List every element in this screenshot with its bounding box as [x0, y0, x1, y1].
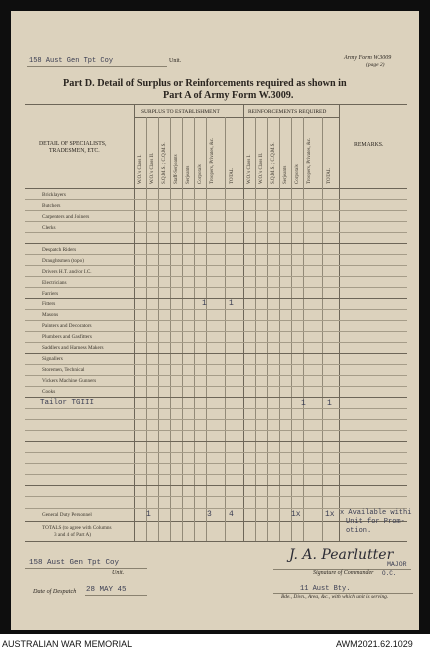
gd-reinf-total: 1x: [325, 510, 335, 519]
gd-surplus-total: 4: [229, 510, 234, 519]
footer-institution: AUSTRALIAN WAR MEMORIAL: [2, 639, 133, 649]
row-clerks: Clerks: [42, 225, 56, 231]
row-drivers: Drivers H.T. and/or I.C.: [42, 269, 92, 275]
col-staff-serjeants: Staff-Serjeants: [174, 154, 179, 184]
col-wo1-reinf: W.O.'s Class I.: [247, 154, 252, 184]
col-wo2-surplus: W.O.'s Class II.: [150, 152, 155, 184]
gd-reinf-value: 1x: [291, 510, 301, 519]
detail-header-1: DETAIL OF SPECIALISTS,: [39, 141, 107, 147]
remarks-line2: Unit for Prom-: [346, 518, 405, 526]
row-signallers: Signallers: [42, 356, 63, 362]
rank-abbrev: O.C.: [382, 570, 397, 577]
row-cooks: Cooks: [42, 389, 56, 395]
row-tailor: Tailor TGIII: [40, 399, 95, 407]
fitters-corporal-value: 1: [202, 299, 207, 308]
form-page: (page 2): [366, 62, 385, 68]
bottom-unit-label: Unit.: [112, 570, 125, 576]
signature-image: J. A. Pearlutter: [289, 547, 394, 563]
col-sqms-surplus: S.Q.M.S. ; C.Q.M.S.: [162, 142, 167, 184]
archive-footer: [0, 634, 430, 653]
col-corporals-surplus: Corporals: [198, 164, 203, 184]
unit-label: Unit.: [169, 58, 182, 64]
brigade-typed: 11 Aust Bty.: [300, 585, 351, 593]
remarks-line1: x Available withi: [340, 509, 412, 517]
unit-typed: 158 Aust Gen Tpt Coy: [29, 57, 114, 65]
row-general-duty: General Duty Personnel: [42, 512, 92, 518]
row-bricklayers: Bricklayers: [42, 192, 66, 198]
reinforcements-header: REINFORCEMENTS REQUIRED: [248, 109, 327, 115]
col-total-reinf: TOTAL: [327, 168, 332, 184]
row-vickers: Vickers Machine Gunners: [42, 378, 97, 384]
detail-header-2: TRADESMEN, ETC.: [49, 148, 100, 154]
form-title-line2: Part A of Army Form W.3009.: [163, 90, 294, 101]
form-title-line1: Part D. Detail of Surplus or Reinforcements required as shown in: [63, 78, 347, 89]
col-troopers-reinf: Troopers, Privates, &c.: [307, 137, 312, 184]
col-corporals-reinf: Corporals: [295, 164, 300, 184]
brigade-label: Bde., Divn., Area, &c., with which unit is serving.: [281, 594, 389, 600]
row-fitters: Fitters: [42, 301, 56, 307]
remarks-line3: otion.: [346, 527, 372, 535]
tailor-reinf-value: 1: [301, 399, 306, 408]
form-reference: Army Form W.3009: [344, 55, 392, 61]
rank-typed: MAJOR: [387, 561, 407, 568]
col-wo1-surplus: W.O.'s Class I.: [138, 154, 143, 184]
row-electricians: Electricians: [42, 280, 67, 286]
col-sqms-reinf: S.Q.M.S. ; C.Q.M.S.: [271, 142, 276, 184]
bottom-unit-typed: 158 Aust Gen Tpt Coy: [29, 559, 120, 567]
date-value: 28 MAY 45: [86, 586, 127, 594]
row-carpenters: Carpenters and Joiners: [42, 214, 90, 220]
col-total-surplus: TOTAL: [230, 168, 235, 184]
date-label: Date of Despatch: [33, 588, 77, 595]
col-troopers-surplus: Troopers, Privates, &c.: [210, 137, 215, 184]
row-despatch-riders: Despatch Riders: [42, 247, 77, 253]
row-totals-note: 3 and 4 of Part A): [54, 532, 92, 538]
row-totals: TOTALS (to agree with Columns: [42, 525, 112, 531]
surplus-header: SURPLUS TO ESTABLISHMENT: [141, 109, 220, 115]
row-storemen: Storemen, Technical: [42, 367, 85, 373]
remarks-header: REMARKS.: [354, 142, 384, 148]
gd-surplus-value: 1: [146, 510, 151, 519]
signature-label: Signature of Commander: [313, 570, 374, 576]
row-painters: Painters and Decorators: [42, 323, 92, 329]
row-butchers: Butchers: [42, 203, 61, 209]
tailor-reinf-total: 1: [327, 399, 332, 408]
col-serjeants-surplus: Serjeants: [186, 165, 191, 184]
footer-accession: AWM2021.62.1029: [336, 639, 413, 649]
fitters-total-value: 1: [229, 299, 234, 308]
row-saddlers: Saddlers and Harness Makers: [42, 345, 104, 351]
col-serjeants-reinf: Serjeants: [283, 165, 288, 184]
row-draughtsmen: Draughtsmen (topo): [42, 258, 84, 264]
row-masons: Masons: [42, 312, 59, 318]
row-farriers: Farriers: [42, 291, 59, 297]
form-sheet: [11, 11, 419, 630]
row-plumbers: Plumbers and Gasfitters: [42, 334, 92, 340]
col-wo2-reinf: W.O.'s Class II.: [259, 152, 264, 184]
gd-surplus-troopers: 3: [207, 510, 212, 519]
